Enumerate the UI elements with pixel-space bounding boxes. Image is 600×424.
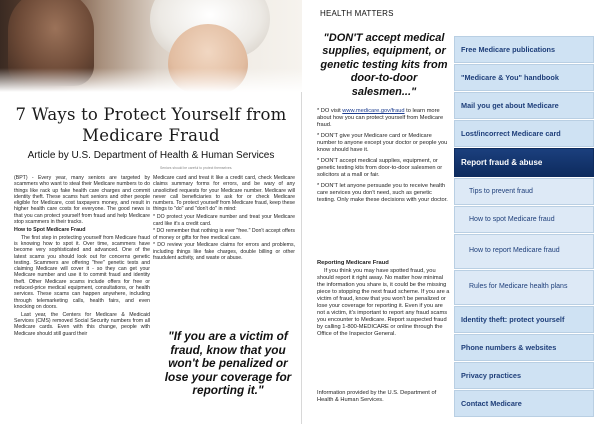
article-column-2 xyxy=(153,175,295,263)
seniors-photo xyxy=(0,0,302,92)
menu-item-7[interactable]: How to report Medicare fraud xyxy=(454,234,594,269)
tip-item: * DON'T let anyone persuade you to receive health care services you don't need, such as genetic testing. Only make these decisions with your doctor. xyxy=(317,183,448,203)
medicare-fraud-link[interactable]: www.medicare.gov/fraud xyxy=(342,108,405,114)
menu-item-0[interactable]: Free Medicare publications xyxy=(454,36,594,63)
credit-block xyxy=(317,390,451,408)
tip-text: * DO visit xyxy=(317,108,343,114)
reporting-block xyxy=(317,260,451,342)
body-paragraph: The first step in protecting yourself from Medicare fraud is knowing how to spot it. Over time, scammers have become very sophisticated and advanced. One of the latest scams you should look out for concerns genetic testing. Scammers are offering "free" genetic tests and claiming Medicare will cover it - so they can get your Medicare number and use it to commit fraud and identity theft. Other Medicare scams include offers for free or reduced-price medical equipment, consultations, or health services. These scams can happen anywhere, including through telemarketing calls, health fairs, and even knocking on doors. xyxy=(14,234,150,310)
tip-item: * DO review your Medicare claims for errors and problems, including things like fake charges, double billing or other fraudulent activity, and waste or abuse. xyxy=(153,242,295,262)
menu-item-6[interactable]: How to spot Medicare fraud xyxy=(454,206,594,233)
body-paragraph: Last year, the Centers for Medicare & Medicaid Services (CMS) removed Social Security numbers from all Medicare cards. Even with this change, people with Medicare should still guard their xyxy=(14,311,150,337)
medicare-sidebar-menu xyxy=(454,36,594,418)
article-column-1 xyxy=(14,175,150,338)
tip-item: * DO protect your Medicare number and treat your Medicare card like it's a credit card. xyxy=(153,214,295,227)
menu-item-1[interactable]: "Medicare & You" handbook xyxy=(454,64,594,91)
menu-item-4[interactable]: Report fraud & abuse xyxy=(454,148,594,177)
credit-line: Information provided by the U.S. Department of Health & Human Services. xyxy=(317,390,437,403)
menu-item-12[interactable]: Contact Medicare xyxy=(454,390,594,417)
headline-quote: "DON'T accept medical supplies, equipment, or genetic testing kits from door-to-door salesmen..." xyxy=(320,32,448,98)
menu-item-11[interactable]: Privacy practices xyxy=(454,362,594,389)
tips-block xyxy=(317,108,451,208)
body-paragraph: Medicare card and treat it like a credit card, check Medicare claims summary forms for errors, and be wary of any unsolicited requests for your Medicare number. Medicare will never call beneficiaries to ask for or check Medicare numbers. To protect yourself from Medicare fraud, keep these things to "do" and "don't do" in mind: xyxy=(153,175,295,213)
reporting-paragraph: If you think you may have spotted fraud, you should report it right away. No matter how minimal the information you share is, it could be the missing piece to stopping the next fraud scheme. If you are a victim of fraud, know that you won't be penalized or lose your coverage for reporting it. Even if you are not a victim, it's important to report any fraud scams you encounter to Medicare. Report suspected fraud by calling 1-800-MEDICARE or online through the Office of the Inspector General. xyxy=(317,268,450,337)
tip-item: * DON'T give your Medicare card or Medicare number to anyone except your doctor or people you know should have it. xyxy=(317,133,448,153)
article-byline: Article by U.S. Department of Health & Human Services xyxy=(27,150,275,161)
tip-item: * DO remember that nothing is ever "free." Don't accept offers of money or gifts for free medical care. xyxy=(153,228,295,241)
reporting-heading: Reporting Medicare Fraud xyxy=(317,260,389,266)
menu-item-9[interactable]: Identity theft: protect yourself xyxy=(454,306,594,333)
menu-item-3[interactable]: Lost/incorrect Medicare card xyxy=(454,120,594,147)
section-label: HEALTH MATTERS xyxy=(320,9,394,18)
menu-item-5[interactable]: Tips to prevent fraud xyxy=(454,178,594,205)
right-page xyxy=(303,0,600,424)
menu-item-10[interactable]: Phone numbers & websites xyxy=(454,334,594,361)
tip-item xyxy=(317,108,451,129)
menu-item-8[interactable]: Rules for Medicare health plans xyxy=(454,270,594,305)
tip-text: to learn more about how you can protect yourself from Medicare fraud. xyxy=(317,108,444,128)
pull-quote: "If you are a victim of fraud, know that you won't be penalized or lose your coverage for reporting it." xyxy=(164,329,292,398)
intro-paragraph: (BPT) - Every year, many seniors are targeted by scammers who want to steal their Medicare numbers to do things like rack up fake health care charges and commit identity theft. These scams hurt seniors and other people eligible for Medicare, cost taxpayers money, and result in higher health care costs for everyone. The good news is that you can protect yourself from fraud and help Medicare stop scammers in their tracks. xyxy=(14,175,150,226)
menu-item-2[interactable]: Mail you get about Medicare xyxy=(454,92,594,119)
photo-caption: Seniors should be careful to protect themselves. xyxy=(160,166,233,170)
photo-fade xyxy=(0,68,302,92)
tip-item: * DON'T accept medical supplies, equipment, or genetic testing kits from door-to-door salesmen or solicitors at a mall or fair. xyxy=(317,158,443,178)
article-title: 7 Ways to Protect Yourself from Medicare Fraud xyxy=(15,105,287,145)
section-heading: How to Spot Medicare Fraud xyxy=(14,227,86,234)
